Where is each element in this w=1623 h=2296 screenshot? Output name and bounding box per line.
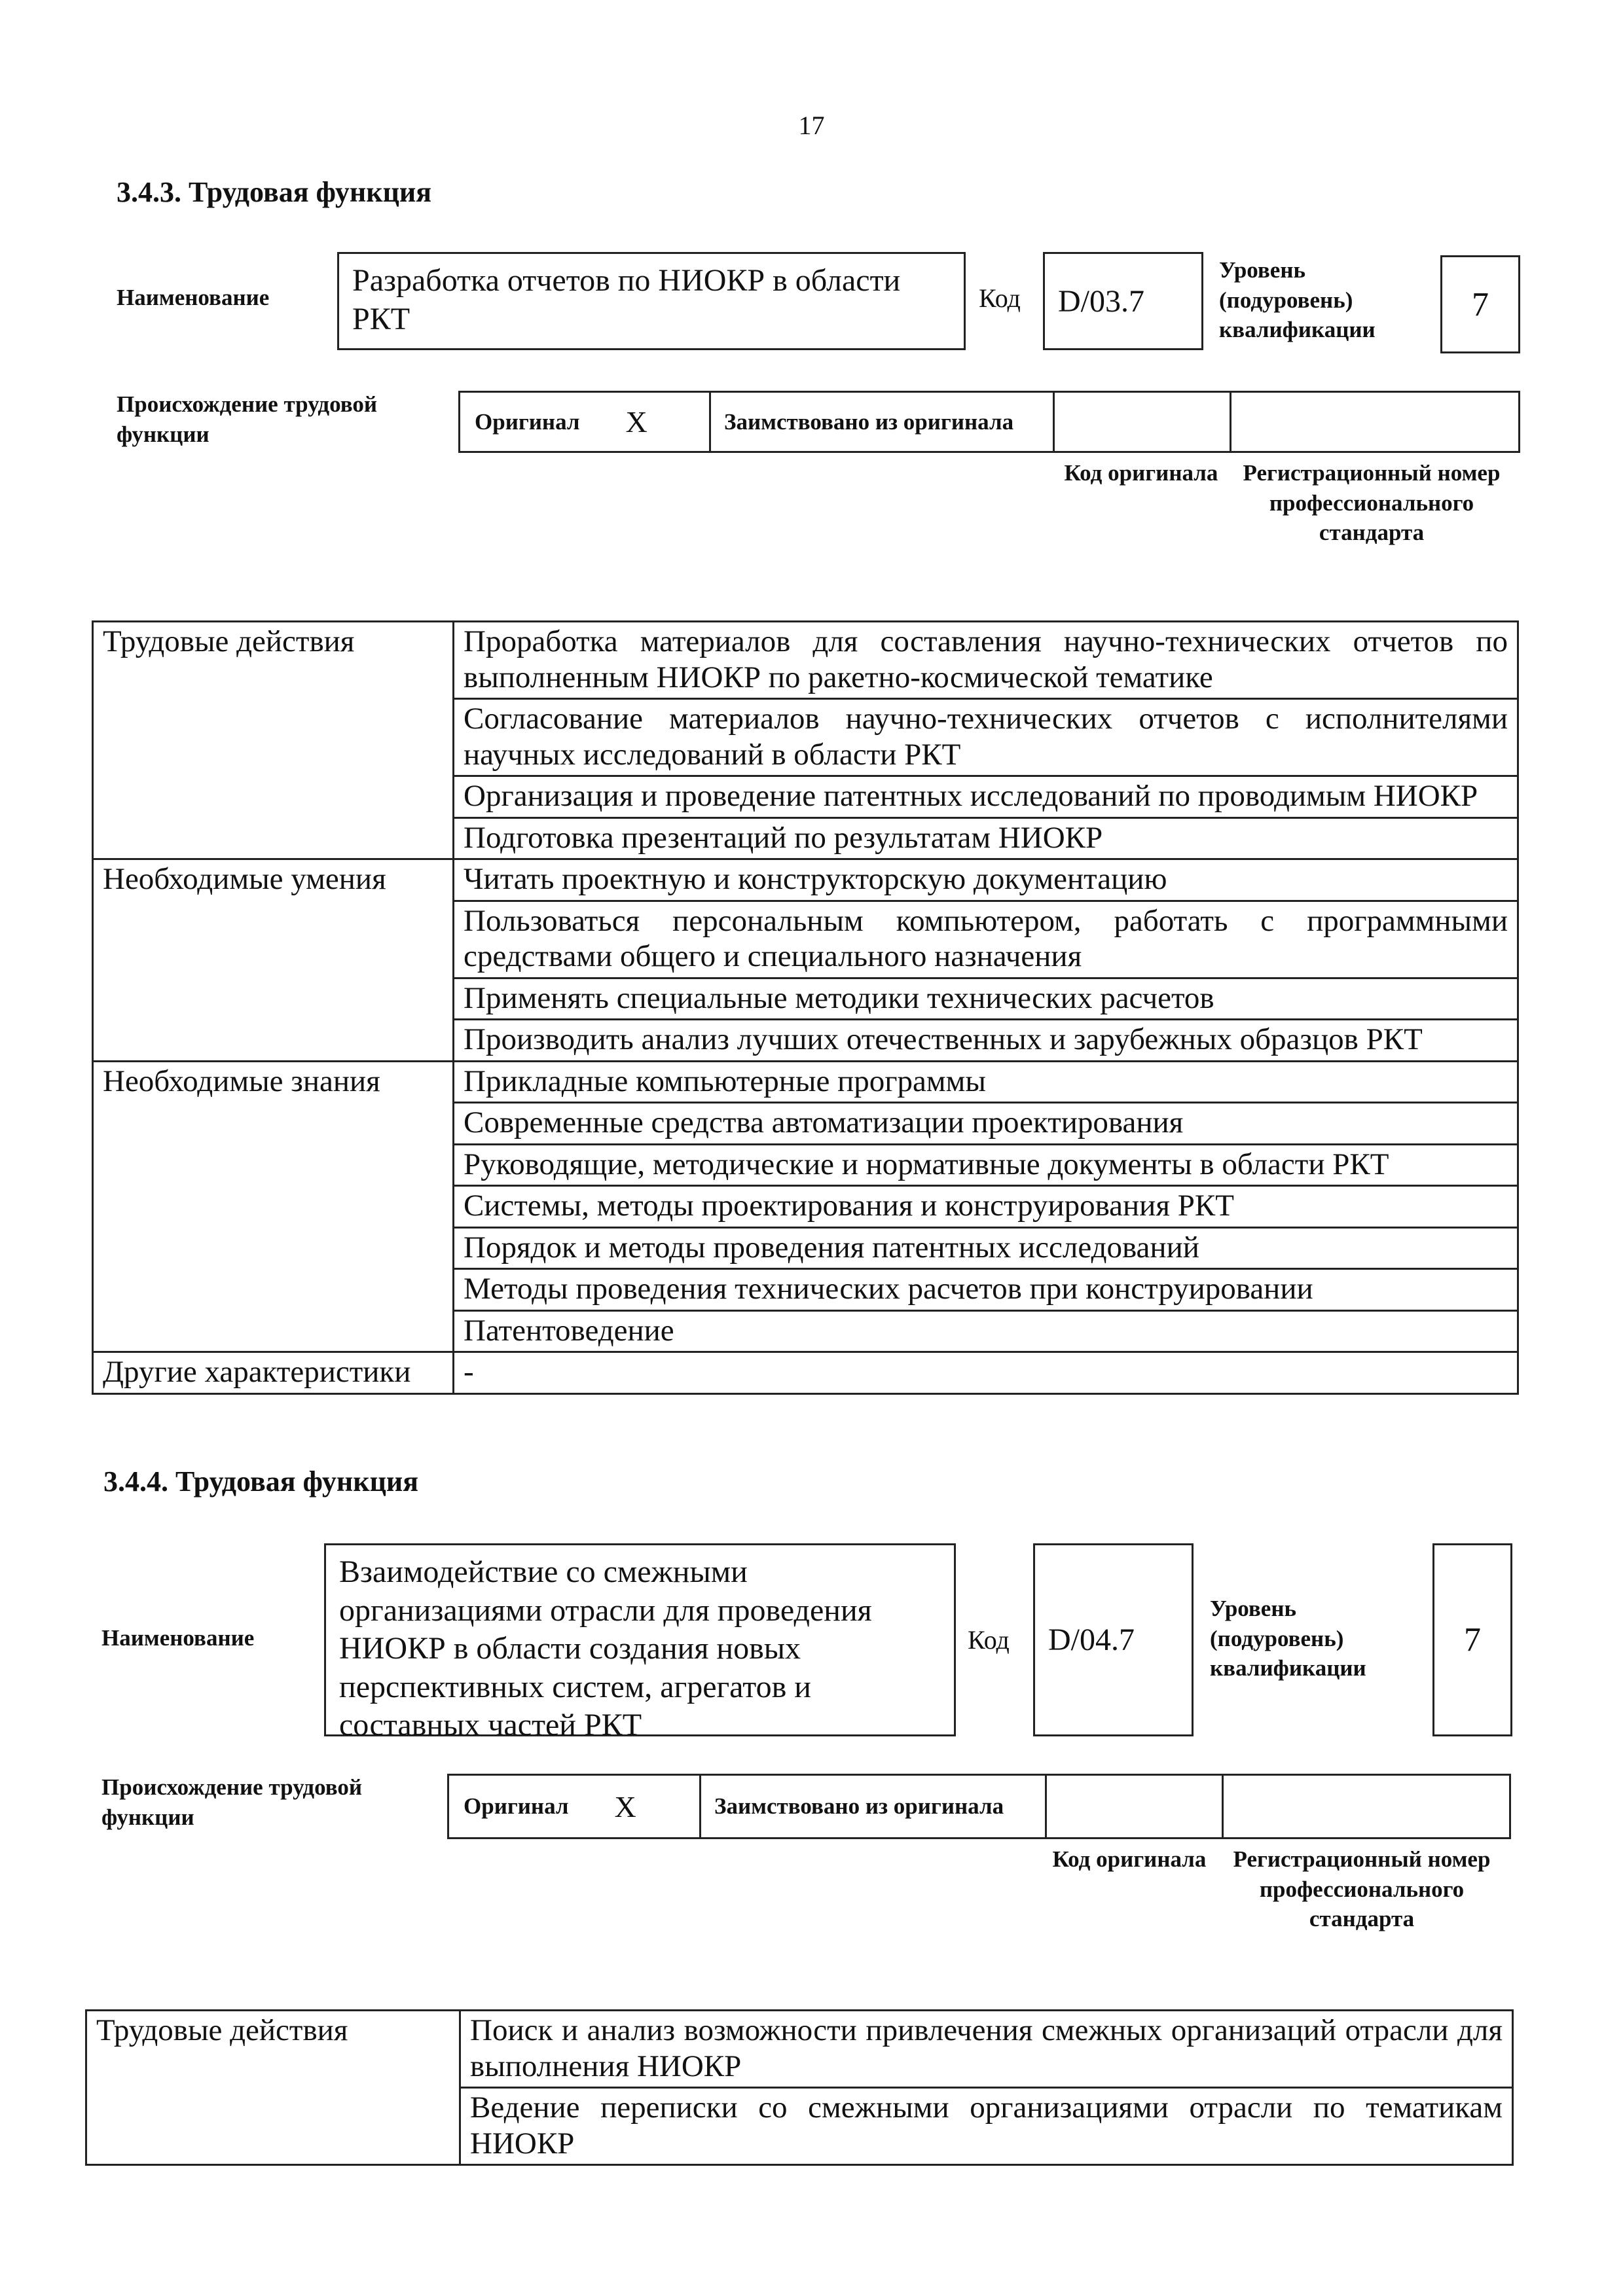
code-label: Код — [968, 1625, 1010, 1655]
origin-label: Происхождение трудовой функции — [117, 391, 378, 447]
level-label: Уровень (подуровень) квалификации — [1210, 1596, 1366, 1681]
origin-row — [458, 391, 1520, 453]
section-title: 3.4.3. Трудовая функция — [117, 176, 432, 208]
code-label: Код — [979, 283, 1021, 313]
caption-code: Код оригинала — [1052, 1846, 1207, 1872]
origin-code-cell — [1047, 1776, 1224, 1837]
item-cell: Прикладные компьютерные программы — [454, 1061, 1518, 1103]
item-cell: Ведение переписки со смежными организациями отрасли по тематикам НИОКР — [460, 2088, 1513, 2165]
table-row — [93, 859, 1518, 901]
name-label: Наименование — [117, 285, 270, 310]
category-cell: Трудовые действия — [93, 622, 454, 859]
origin-reg-cell — [1231, 393, 1518, 451]
category-cell: Трудовые действия — [86, 2011, 460, 2165]
origin-label: Происхождение трудовой функции — [101, 1774, 363, 1830]
item-cell: Организация и проведение патентных исследований по проводимым НИОКР — [454, 776, 1518, 818]
origin-original-label: Оригинал — [475, 408, 580, 435]
table-row — [93, 622, 1518, 699]
page-number: 17 — [798, 111, 825, 140]
function-name: Взаимодействие со смежными организациями отрасли для проведения НИОКР в области создания новых перспективных систем, агрегатов и составных частей РКТ — [324, 1543, 956, 1736]
item-cell: Руководящие, методические и нормативные документы в области РКТ — [454, 1144, 1518, 1186]
category-cell: Другие характеристики — [93, 1352, 454, 1394]
item-cell: Читать проектную и конструкторскую документацию — [454, 859, 1518, 901]
function-code: D/04.7 — [1033, 1543, 1194, 1736]
section-title: 3.4.4. Трудовая функция — [103, 1465, 419, 1498]
qualification-level: 7 — [1432, 1543, 1512, 1736]
caption-reg: Регистрационный номер профессионального стандарта — [1243, 460, 1501, 545]
origin-mark: X — [614, 1789, 636, 1823]
item-cell: Проработка материалов для составления научно-технических отчетов по выполненным НИОКР по ракетно-космической тематике — [454, 622, 1518, 699]
item-cell: - — [454, 1352, 1518, 1394]
item-cell: Порядок и методы проведения патентных исследований — [454, 1227, 1518, 1269]
item-cell: Согласование материалов научно-технических отчетов с исполнителями научных исследований в области РКТ — [454, 699, 1518, 776]
caption-reg: Регистрационный номер профессионального стандарта — [1233, 1846, 1491, 1931]
qualification-level: 7 — [1440, 255, 1520, 353]
category-cell: Необходимые знания — [93, 1061, 454, 1352]
table-row — [93, 1352, 1518, 1394]
origin-row — [447, 1774, 1511, 1839]
table-row — [86, 2011, 1513, 2088]
origin-original-cell — [460, 393, 711, 451]
function-code: D/03.7 — [1043, 252, 1203, 350]
origin-original-label: Оригинал — [464, 1793, 569, 1820]
origin-original-cell — [449, 1776, 701, 1837]
item-cell: Патентоведение — [454, 1310, 1518, 1352]
origin-reg-cell — [1224, 1776, 1509, 1837]
item-cell: Методы проведения технических расчетов при конструировании — [454, 1269, 1518, 1311]
item-cell: Системы, методы проектирования и конструирования РКТ — [454, 1186, 1518, 1228]
table-row — [93, 1061, 1518, 1103]
origin-borrowed-cell — [711, 393, 1055, 451]
origin-borrowed-label: Заимствовано из оригинала — [724, 408, 1014, 435]
item-cell: Подготовка презентаций по результатам НИОКР — [454, 817, 1518, 859]
item-cell: Поиск и анализ возможности привлечения смежных организаций отрасли для выполнения НИОКР — [460, 2011, 1513, 2088]
item-cell: Производить анализ лучших отечественных и зарубежных образцов РКТ — [454, 1020, 1518, 1062]
origin-borrowed-cell — [701, 1776, 1047, 1837]
origin-mark: X — [625, 405, 647, 439]
item-cell: Применять специальные методики технических расчетов — [454, 978, 1518, 1020]
function-table — [85, 2009, 1514, 2166]
caption-code: Код оригинала — [1064, 460, 1218, 486]
item-cell: Современные средства автоматизации проектирования — [454, 1103, 1518, 1145]
origin-code-cell — [1055, 393, 1231, 451]
item-cell: Пользоваться персональным компьютером, работать с программными средствами общего и специального назначения — [454, 901, 1518, 978]
function-name: Разработка отчетов по НИОКР в области РКТ — [337, 252, 966, 350]
level-label: Уровень (подуровень) квалификации — [1219, 257, 1376, 342]
function-table — [92, 620, 1519, 1395]
category-cell: Необходимые умения — [93, 859, 454, 1062]
name-label: Наименование — [101, 1625, 255, 1651]
origin-borrowed-label: Заимствовано из оригинала — [714, 1793, 1004, 1820]
